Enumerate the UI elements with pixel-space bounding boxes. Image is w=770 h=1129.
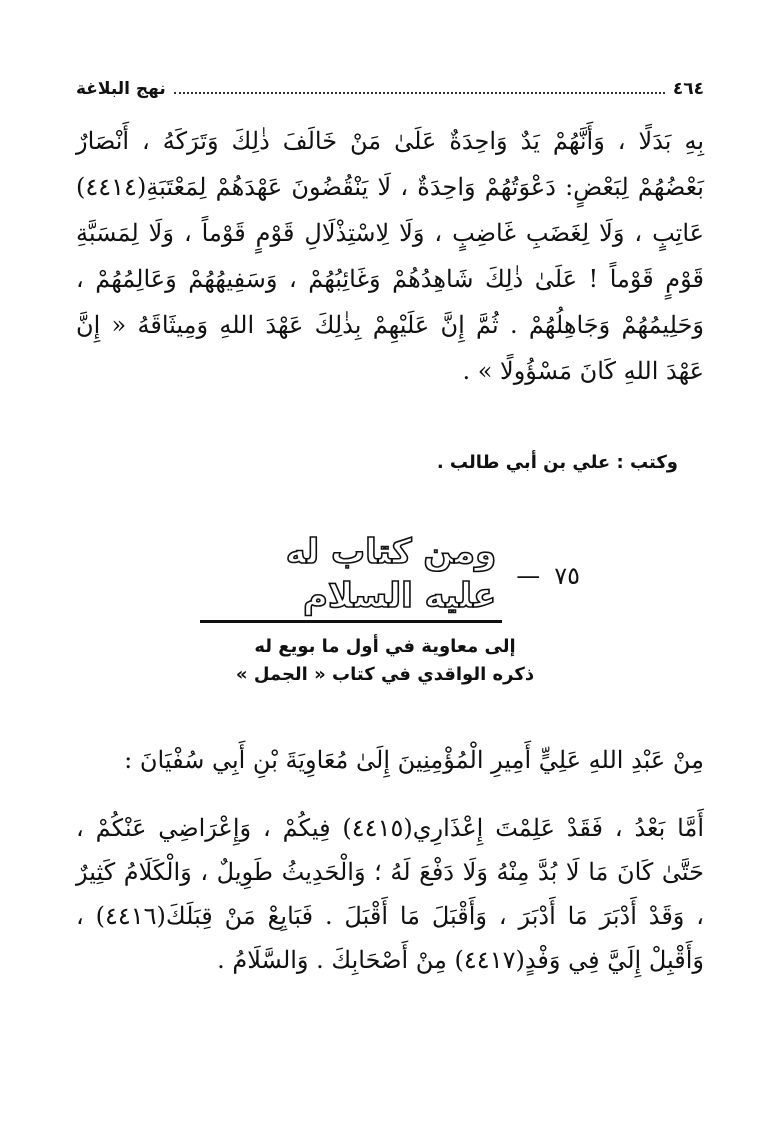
letter-recipient-subtitle: إلى معاوية في أول ما بويع له [254, 636, 516, 657]
signature-line: وكتب : علي بن أبي طالب . [436, 452, 678, 473]
chapter-heading [200, 531, 580, 616]
letter-opening-line: مِنْ عَبْدِ اللهِ عَلِيٍّ أَمِيرِ الْمُؤْمِنِينَ إِلَىٰ مُعَاوِيَةَ بْنِ أَبِي سُفْيَانَ : [124, 746, 704, 774]
page-number: ٤٦٤ [672, 79, 704, 99]
letter-source-subtitle: ذكره الواقدي في كتاب « الجمل » [235, 664, 535, 685]
running-title: نهج البلاغة [76, 79, 166, 99]
letter-body-paragraph: أَمَّا بَعْدُ ، فَقَدْ عَلِمْتَ إِعْذَارِي(٤٤١٥) فِيكُمْ ، وَإِعْرَاضِي عَنْكُمْ ، حَتَّىٰ كَانَ مَا لَا بُدَّ مِنْهُ وَلَا دَفْعَ لَهُ ؛ وَالْحَدِيثُ طَوِيلٌ ، وَالْكَلَامُ كَثِيرٌ ، وَقَدْ أَدْبَرَ مَا أَدْبَرَ ، وَأَقْبَلَ مَا أَقْبَلَ . فَبَايِعْ مَنْ قِبَلَكَ(٤٤١٦) ، وَأَقْبِلْ إِلَيَّ فِي وَفْدٍ(٤٤١٧) مِنْ أَصْحَابِكَ . وَالسَّلَامُ . [76, 814, 704, 974]
chapter-number: ٧٥ [554, 562, 580, 590]
chapter-dash: — [516, 562, 541, 590]
chapter-calligraphy-title: ومن كتاب له عليه السلام [200, 530, 502, 623]
previous-letter-ending-paragraph: بِهِ بَدَلًا ، وَأَنَّهُمْ يَدٌ وَاحِدَةٌ عَلَىٰ مَنْ خَالَفَ ذٰلِكَ وَتَرَكَهُ ، أَنْصَارٌ بَعْضُهُمْ لِبَعْضٍ: دَعْوَتُهُمْ وَاحِدَةٌ ، لَا يَنْقُضُونَ عَهْدَهُمْ لِمَعْتَبَةِ(٤٤١٤) عَاتِبٍ ، وَلَا لِغَضَبِ غَاضِبٍ ، وَلَا لِاسْتِذْلَالِ قَوْمٍ قَوْماً ، وَلَا لِمَسَبَّةِ قَوْمٍ قَوْماً ! عَلَىٰ ذٰلِكَ شَاهِدُهُمْ وَغَائِبُهُمْ ، وَسَفِيهُهُمْ وَعَالِمُهُمْ ، وَحَلِيمُهُمْ وَجَاهِلُهُمْ . ثُمَّ إِنَّ عَلَيْهِمْ بِذٰلِكَ عَهْدَ اللهِ وَمِيثَاقَهُ « إِنَّ عَهْدَ اللهِ كَانَ مَسْؤُولًا » . [76, 127, 704, 385]
header-dotted-leader [174, 92, 665, 94]
running-header [76, 78, 704, 100]
